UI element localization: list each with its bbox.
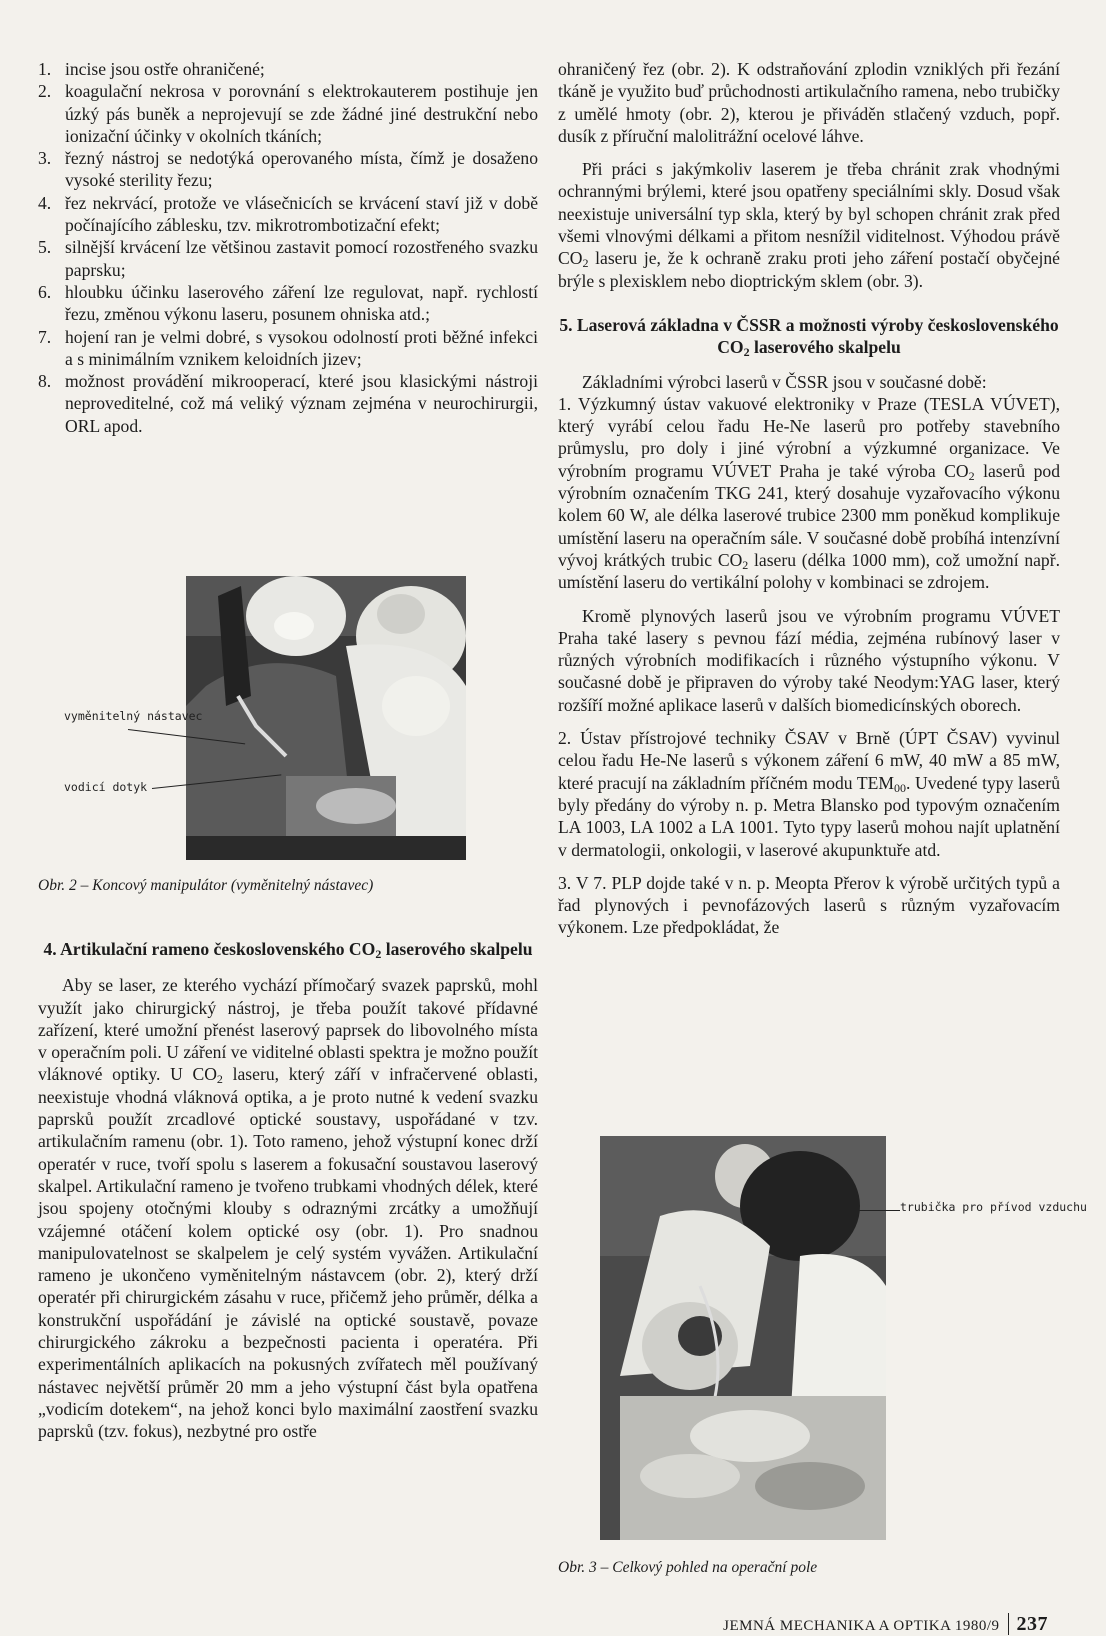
operating-field-photo-image [600, 1136, 886, 1540]
journal-name: JEMNÁ MECHANIKA A OPTIKA 1980/9 [723, 1618, 1000, 1634]
section-5-heading: 5. Laserová základna v ČSSR a možnosti výroby československého $CO_2$ laserového skalpelu [559, 314, 1059, 360]
list-item: 6. hloubku účinku laserového záření lze regulovat, např. rychlostí řezu, změnou výkonu laseru, posunem ohniska atd.; [38, 281, 538, 325]
paragraph: Kromě plynových laserů jsou ve výrobním programu VÚVET Praha také lasery s pevnou fází média, zejména rubínový laser v různých výrobních modifikacích i různého výstupního výkonu. V současné době je připraven do výroby také Neodym:YAG laser, který rozšíří možné aplikace laserů v dalších biomedicínských oborech. [558, 605, 1060, 715]
page-number: 237 [1008, 1613, 1049, 1635]
list-item: 4. řez nekrvácí, protože ve vlásečnicích se krvácení staví již v době počínajícího záblesku, tzv. mikrotrombotizační efekt; [38, 192, 538, 236]
list-item: 1. incise jsou ostře ohraničené; [38, 59, 265, 79]
right-column [558, 58, 1060, 939]
paragraph: Základními výrobci laserů v ČSSR jsou v současné době: [582, 371, 987, 392]
list-item: 5. silnější krvácení lze většinou zastavit pomocí rozostřeného svazku paprsku; [38, 237, 538, 280]
section-4-heading: 4. Artikulační rameno československého $CO_2$ laserového skalpelu [43, 939, 533, 961]
section-4 [38, 938, 538, 1443]
page-footer [723, 1613, 1048, 1636]
section-4-paragraph: Aby se laser, ze kterého vychází přímočarý svazek paprsků, mohl využít jako chirurgický nástroj, je třeba použít takové přídavné zařízení, které umožní přenést laserový paprsek do libovolného místa v operačním poli. U záření ve viditelné oblasti spektra je možno použít vláknové optiky. U $CO_2$ laseru, který září v infračervené oblasti, neexistuje vhodná vláknová optika, a je proto nutné k vedení svazku paprsků použít zrcadlové optické soustavy, uspořádané v tzv. artikulačním ramenu (obr. 1). Toto rameno, jehož výstupní konec drží operatér v ruce, tvoří spolu s laserem a fokusační soustavou laserový skalpel. Artikulační rameno je tvořeno trubkami vhodných délek, které jsou spojeny otočnými klouby s odraznými zrcátky a umožňují vzájemné otáčení kolem optické osy (obr. 1). Pro snadnou manipulovatelnost se skalpelem je celý systém vyvážen. Artikulační rameno je ukončeno vyměnitelným nástavcem (obr. 2), který drží operatér při chirurgickém zásahu v ruce, přičemž jeho průměr, délka a konstrukční uspořádání je závislé na optické soustavě, povaze chirurgického zákroku a bezpečnosti pacienta i operatéra. Při experimentálních aplikacích na pokusných zvířatech měl používaný nástavec největší průměr 20 mm a jeho výstupní část byla opatřena „vodicím dotekem“, na jehož konci bylo maximální zaostření svazku paprsků (tzv. fokus), nezbytné pro ostře [38, 975, 538, 1442]
paragraph: 3. V 7. PLP dojde také v n. p. Meopta Přerov k výrobě určitých typů a řad plynových i pevnofázových laserů s různým vyzařovacím výkonem. Lze předpokládat, že [558, 872, 1060, 938]
advantages-list [38, 58, 538, 437]
list-item: 3. řezný nástroj se nedotýká operovaného místa, čímž je dosaženo vysoké sterility řezu; [38, 148, 538, 191]
leader-line [858, 1210, 900, 1211]
paragraph: Při práci s jakýmkoliv laserem je třeba chránit zrak vhodnými ochrannými brýlemi, které jsou opatřeny speciálními skly. Dosud však neexistuje universální typ skla, který by byl schopen chránit zrak před všemi vlnovými délkami a přitom nesnížil viditelnost. Výhodou právě $CO_2$ laseru je, že k ochraně zraku proti jeho záření postačí obyčejné brýle s plexisklem nebo dioptrickým sklem (obr. 3). [558, 159, 1060, 291]
figure-3-photo [600, 1136, 886, 1540]
surgery-photo-image [186, 576, 466, 860]
paragraph: ohraničený řez (obr. 2). K odstraňování zplodin vzniklých při řezání tkáně je využito buď průchodnosti artikulačního ramena, nebo trubičky z umělé hmoty (obr. 2), kterou je přiváděn stlačený vzduch, popř. dusík z příruční malolitrážní ocelové láhve. [558, 59, 1060, 146]
list-item: 2. koagulační nekrosa v porovnání s elektrokauterem postihuje jen úzký pás buněk a neprojevují se zde žádné jiné destrukční nebo ionizační účinky v okolních tkáních; [38, 81, 538, 146]
figure-2-caption: Obr. 2 – Koncový manipulátor (vyměnitelný nástavec) [38, 877, 374, 894]
paragraph: 2. Ústav přístrojové techniky ČSAV v Brně (ÚPT ČSAV) vyvinul celou řadu He-Ne laserů s výkonem záření 6 mW, 40 mW a 85 mW, které pracují na základním příčném modu $TEM_{00}$. Uvedené typy laserů byly předány do výroby n. p. Metra Blansko pod typovým označením LA 1003, LA 1002 a LA 1001. Tyto typy laserů mohou najít uplatnění v dermatologii, onkologii, v laserové akupunktuře atd. [558, 728, 1060, 860]
figure-3-caption: Obr. 3 – Celkový pohled na operační pole [558, 1559, 818, 1576]
label-trubicka: trubička pro přívod vzduchu [900, 1200, 1087, 1214]
label-vymenitelny-nastavec: vyměnitelný nástavec [64, 709, 203, 723]
left-column [38, 58, 538, 437]
figure-2-photo [186, 576, 466, 860]
label-vodici-dotyk: vodicí dotyk [64, 780, 148, 794]
list-item: 7. hojení ran je velmi dobré, s vysokou odolností proti běžné infekci a s minimálním vznikem keloidních jizev; [38, 326, 538, 369]
list-item: 8. možnost provádění mikrooperací, které jsou klasickými nástroji neproveditelné, což má veliký význam zejména v neurochirurgii, ORL apod. [38, 371, 538, 436]
paragraph: 1. Výzkumný ústav vakuové elektroniky v Praze (TESLA VÚVET), který vyrábí celou řadu He-Ne laserů pro potřeby stavebního průmyslu, pro doly i jiné výrobní a výzkumné organizace. Ve výrobním programu VÚVET Praha je také výroba $CO_2$ laserů pod výrobním označením TKG 241, který dosahuje vyzařovacího výkonu kolem 60 W, ale délka laserové trubice 2300 mm poněkud komplikuje umístění laseru na operačním sále. V současné době probíhá intenzívní vývoj krátkých trubic $CO_2$ laseru (délka 1000 mm), což umožní např. umístění laseru do vertikální polohy v kombinaci se zdrojem. [558, 393, 1060, 593]
